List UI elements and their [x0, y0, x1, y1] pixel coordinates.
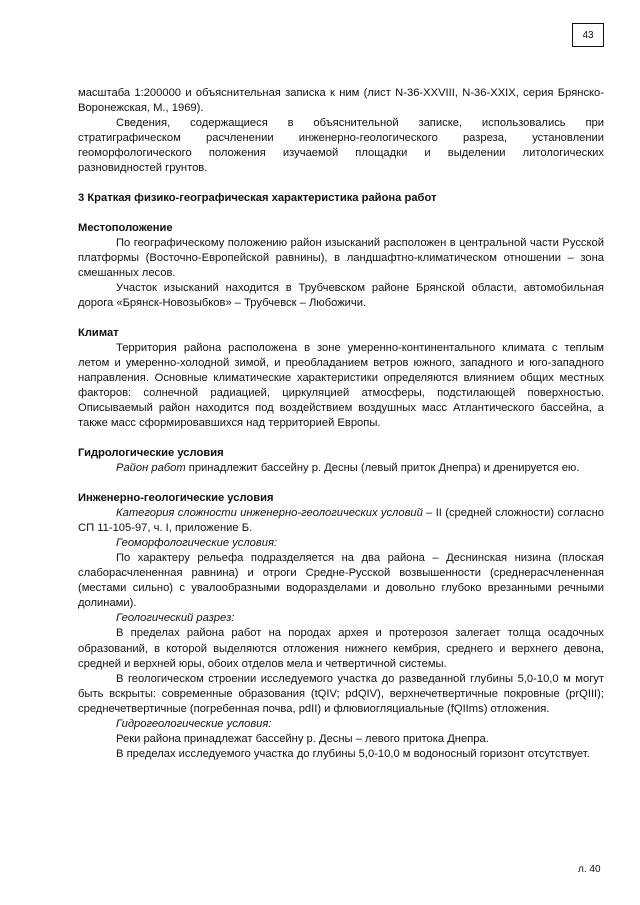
hydro-paragraph	[78, 461, 604, 476]
document-body	[78, 86, 604, 762]
location-paragraph-1: По географическому положению район изысканий расположен в центральной части Русской платформы (Восточно-Европейской равнины), в ландшафтно-климатическом отношении – зона смешанных лесов.	[78, 236, 604, 279]
hydro-heading: Гидрологические условия	[78, 446, 224, 459]
page-number: 43	[582, 29, 594, 41]
geo-section-paragraph-2: В геологическом строении исследуемого участка до разведанной глубины 5,0-10,0 м могут быть вскрыты: современные образования (tQIV; pdQIV), верхнечетвертичные покровные (prQIII); среднечетвертичные (погребенная почва, pdII) и флювиогляциальные (fQIIms) отложения.	[78, 672, 604, 715]
hydrogeo-label: Гидрогеологические условия:	[116, 717, 272, 730]
hydro-lead: Район работ	[116, 461, 186, 474]
geo-category-rest: – II (средней сложности) согласно СП 11-105-97, ч. I, приложение Б.	[78, 506, 604, 534]
intro-paragraph-2: Сведения, содержащиеся в объяснительной записке, использовались при стратиграфическом расчленении инженерно-геологического разреза, установлении геоморфологического положения изучаемой площадки и выделении литологических разновидностей грунтов.	[78, 117, 604, 175]
climate-heading: Климат	[78, 326, 119, 339]
geomorph-label: Геоморфологические условия:	[116, 536, 278, 549]
geo-heading: Инженерно-геологические условия	[78, 491, 274, 504]
geo-section-paragraph-1: В пределах района работ на породах архея и протерозоя залегает толща осадочных образований, в которой выделяются отложения нижнего кембрия, среднего и верхнего девона, средней и верхней юры, обоих отделов мела и четвертичной системы.	[78, 627, 604, 670]
location-paragraph-2: Участок изысканий находится в Трубчевском районе Брянской области, автомобильная дорога «Брянск-Новозыбков» – Трубчевск – Любожичи.	[78, 282, 604, 310]
page-number-box	[572, 23, 604, 47]
geomorph-paragraph: По характеру рельефа подразделяется на два района – Деснинская низина (плоская слаборасчлененная равнина) и отроги Средне-Русской возвышенности (среднерасчлененная (местами сильно) с увалообразными водоразделами и довольно глубоко врезанными речными долинами).	[78, 551, 604, 610]
section-title: 3 Краткая физико-географическая характеристика района работ	[78, 192, 437, 205]
climate-paragraph: Территория района расположена в зоне умеренно-континентального климата с теплым летом и умеренно-холодной зимой, и преобладанием ветров южного, западного и юго-западного направления. Основные климатические характеристики определяются влиянием общих местных факторов: солнечной радиацией, циркуляцией атмосферы, подстилающей поверхностью. Описываемый район находится под воздействием воздушных масс Атлантического бассейна, а также масс сформировавшихся над территорией Европы.	[78, 341, 604, 430]
sheet-label: л. 40	[578, 864, 601, 875]
location-heading: Местоположение	[78, 221, 173, 234]
hydrogeo-paragraph-1: Реки района принадлежат бассейну р. Десны – левого притока Днепра.	[116, 733, 489, 746]
geo-category-lead: Категория сложности инженерно-геологических условий	[116, 506, 423, 519]
geo-category-paragraph	[78, 506, 604, 536]
hydro-rest: принадлежит бассейну р. Десны (левый приток Днепра) и дренируется ею.	[185, 461, 580, 474]
intro-paragraph-1: масштаба 1:200000 и объяснительная записка к ним (лист N-36-XXVIII, N-36-XXIX, серия Брянско-Воронежская, М., 1969).	[78, 87, 604, 115]
hydrogeo-paragraph-2: В пределах исследуемого участка до глубины 5,0-10,0 м водоносный горизонт отсутствует.	[116, 748, 590, 761]
geo-section-label: Геологический разрез:	[116, 612, 235, 625]
